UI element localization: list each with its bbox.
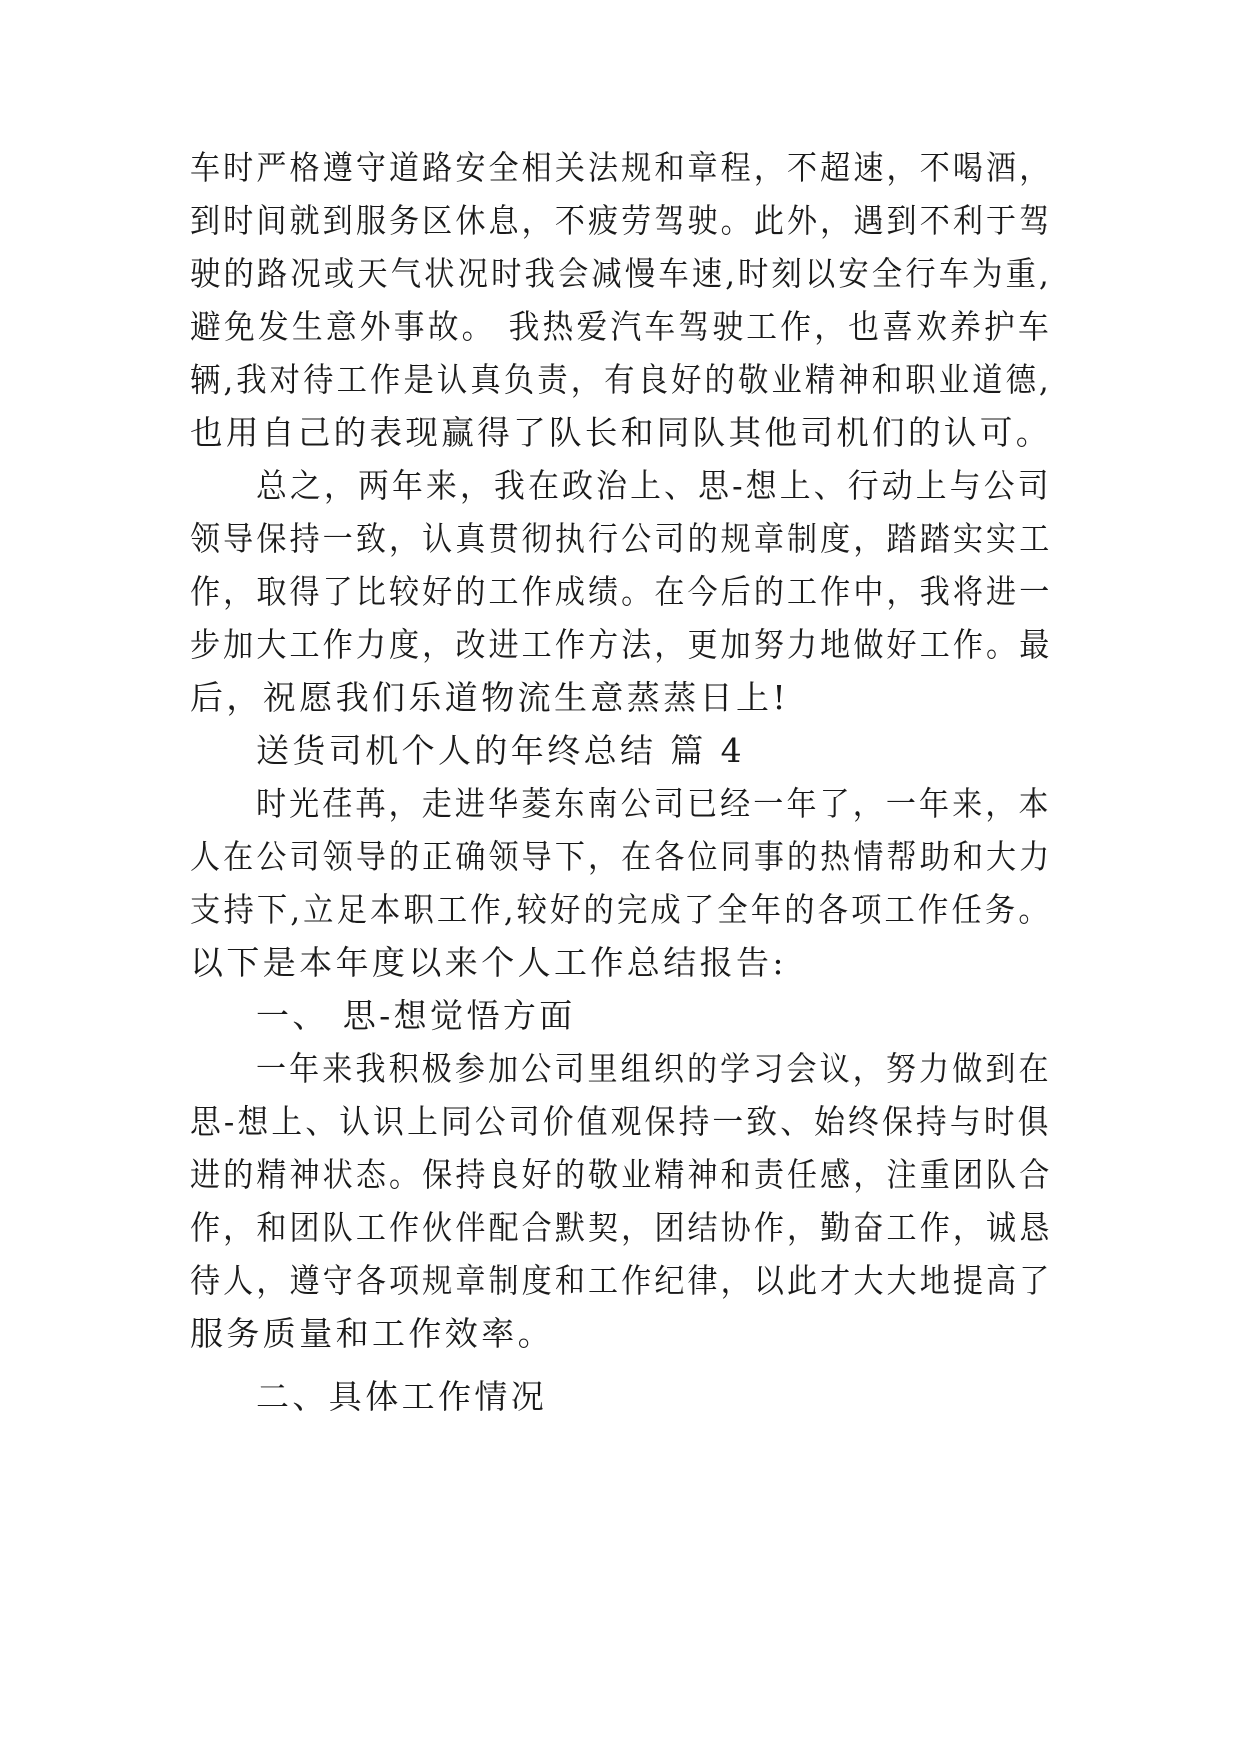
text-line: 作，和团队工作伙伴配合默契，团结协作，勤奋工作，诚恳 — [190, 1208, 1053, 1247]
text-line: 人在公司领导的正确领导下，在各位同事的热情帮助和大力 — [190, 837, 1053, 876]
paragraph-first-line: 时光荏苒，走进华菱东南公司已经一年了，一年来，本 — [256, 784, 1052, 823]
paragraph-first-line: 总之，两年来，我在政治上、思-想上、行动上与公司 — [256, 466, 1052, 505]
text-line: 待人，遵守各项规章制度和工作纪律，以此才大大地提高了 — [190, 1261, 1053, 1300]
text-line: 以下是本年度以来个人工作总结报告: — [190, 943, 787, 982]
text-line: 步加大工作力度，改进工作方法，更加努力地做好工作。最 — [190, 625, 1053, 664]
text-line: 后，祝愿我们乐道物流生意蒸蒸日上! — [190, 678, 790, 717]
text-line: 思-想上、认识上同公司价值观保持一致、始终保持与时俱 — [190, 1102, 1052, 1141]
text-line: 服务质量和工作效率。 — [190, 1314, 554, 1353]
subsection-heading: 一、 思-想觉悟方面 — [256, 996, 576, 1035]
paragraph-first-line: 一年来我积极参加公司里组织的学习会议，努力做到在 — [256, 1049, 1052, 1088]
section-heading: 送货司机个人的年终总结 篇 4 — [256, 731, 745, 770]
subsection-heading: 二、具体工作情况 — [256, 1377, 548, 1416]
text-line: 避免发生意外事故。 我热爱汽车驾驶工作，也喜欢养护车 — [190, 307, 1052, 346]
text-line: 作，取得了比较好的工作成绩。在今后的工作中，我将进一 — [190, 572, 1053, 611]
text-line: 辆,我对待工作是认真负责，有良好的敬业精神和职业道德, — [190, 360, 1052, 399]
text-line: 也用自己的表现赢得了队长和同队其他司机们的认可。 — [190, 413, 1052, 452]
text-line: 领导保持一致，认真贯彻执行公司的规章制度，踏踏实实工 — [190, 519, 1053, 558]
text-line: 支持下,立足本职工作,较好的完成了全年的各项工作任务。 — [190, 890, 1052, 929]
text-line: 到时间就到服务区休息，不疲劳驾驶。此外，遇到不利于驾 — [190, 201, 1053, 240]
text-line: 进的精神状态。保持良好的敬业精神和责任感，注重团队合 — [190, 1155, 1053, 1194]
text-line: 驶的路况或天气状况时我会减慢车速,时刻以安全行车为重, — [190, 254, 1052, 293]
text-line: 车时严格遵守道路安全相关法规和章程，不超速，不喝酒， — [190, 148, 1053, 187]
